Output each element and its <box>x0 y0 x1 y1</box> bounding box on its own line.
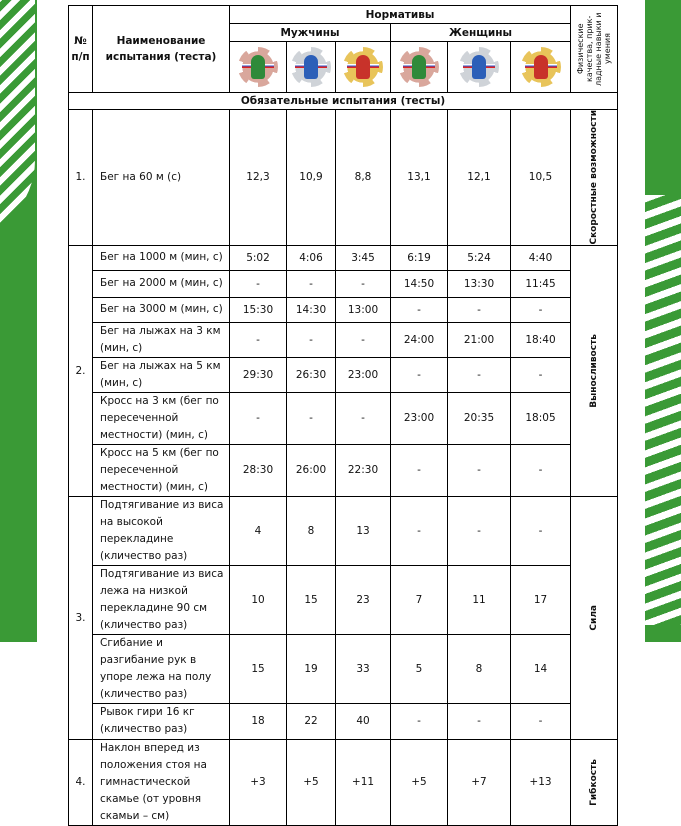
physical-quality: Сила <box>571 496 618 739</box>
men-norm-value: 19 <box>287 634 336 703</box>
men-norm-value: +11 <box>336 739 391 825</box>
table-row <box>69 565 618 634</box>
women-norm-value: - <box>391 496 448 565</box>
row-number: 3. <box>69 496 93 739</box>
women-norm-value: - <box>448 444 511 496</box>
medal-cell <box>230 42 287 93</box>
norms-header: Нормативы <box>230 6 571 24</box>
table-row <box>69 110 618 246</box>
men-norm-value: 26:30 <box>287 357 336 392</box>
men-norm-value: 3:45 <box>336 245 391 270</box>
men-norm-value: 40 <box>336 703 391 739</box>
women-norm-value: - <box>448 297 511 322</box>
women-norm-value: - <box>391 297 448 322</box>
women-norm-value: - <box>448 703 511 739</box>
women-norm-value: - <box>391 444 448 496</box>
medal-cell <box>336 42 391 93</box>
table-row <box>69 392 618 444</box>
women-norm-value: - <box>511 444 571 496</box>
men-norm-value: 29:30 <box>230 357 287 392</box>
men-norm-value: 28:30 <box>230 444 287 496</box>
test-name: Кросс на 5 км (бег по пересеченной местности) (мин, с) <box>93 444 230 496</box>
test-name: Бег на 1000 м (мин, с) <box>93 245 230 270</box>
men-norm-value: 8,8 <box>336 110 391 246</box>
women-norm-value: 21:00 <box>448 322 511 357</box>
women-norm-value: 14 <box>511 634 571 703</box>
men-norm-value: 10,9 <box>287 110 336 246</box>
test-name: Кросс на 3 км (бег по пересеченной местности) (мин, с) <box>93 392 230 444</box>
physical-quality: Выносливость <box>571 245 618 496</box>
bronze-badge-icon <box>399 47 439 87</box>
num-header: № п/п <box>69 6 93 93</box>
men-norm-value: 4:06 <box>287 245 336 270</box>
men-norm-value: 15:30 <box>230 297 287 322</box>
women-norm-value: 13,1 <box>391 110 448 246</box>
men-norm-value: - <box>336 270 391 297</box>
women-norm-value: - <box>511 496 571 565</box>
test-name: Сгибание и разгибание рук в упоре лежа на полу (кличество раз) <box>93 634 230 703</box>
men-header: Мужчины <box>230 24 391 42</box>
men-norm-value: +3 <box>230 739 287 825</box>
women-norm-value: 7 <box>391 565 448 634</box>
men-norm-value: 18 <box>230 703 287 739</box>
test-name: Бег на лыжах на 5 км (мин, с) <box>93 357 230 392</box>
women-norm-value: 5 <box>391 634 448 703</box>
men-norm-value: - <box>287 322 336 357</box>
men-norm-value: 5:02 <box>230 245 287 270</box>
women-norm-value: 8 <box>448 634 511 703</box>
men-norm-value: 14:30 <box>287 297 336 322</box>
women-header: Женщины <box>391 24 571 42</box>
table-row <box>69 444 618 496</box>
row-number: 2. <box>69 245 93 496</box>
men-norm-value: 13:00 <box>336 297 391 322</box>
women-norm-value: 24:00 <box>391 322 448 357</box>
gto-norms-table <box>68 5 618 826</box>
men-norm-value: - <box>336 392 391 444</box>
table-row <box>69 357 618 392</box>
women-norm-value: 12,1 <box>448 110 511 246</box>
men-norm-value: - <box>287 392 336 444</box>
women-norm-value: - <box>511 297 571 322</box>
test-name: Рывок гири 16 кг (кличество раз) <box>93 703 230 739</box>
women-norm-value: +5 <box>391 739 448 825</box>
women-norm-value: 13:30 <box>448 270 511 297</box>
silver-badge-icon <box>459 47 499 87</box>
medal-cell <box>448 42 511 93</box>
physical-quality: Гибкость <box>571 739 618 825</box>
silver-badge-icon <box>291 47 331 87</box>
women-norm-value: 4:40 <box>511 245 571 270</box>
women-norm-value: - <box>448 357 511 392</box>
men-norm-value: 23 <box>336 565 391 634</box>
table-row <box>69 245 618 270</box>
men-norm-value: 13 <box>336 496 391 565</box>
test-name: Бег на лыжах на 3 км (мин, с) <box>93 322 230 357</box>
gold-badge-icon <box>521 47 561 87</box>
women-norm-value: 10,5 <box>511 110 571 246</box>
men-norm-value: - <box>230 270 287 297</box>
men-norm-value: 26:00 <box>287 444 336 496</box>
women-norm-value: - <box>391 703 448 739</box>
women-norm-value: - <box>511 703 571 739</box>
right-decorative-border <box>645 0 681 642</box>
men-norm-value: - <box>287 270 336 297</box>
men-norm-value: 15 <box>287 565 336 634</box>
men-norm-value: 23:00 <box>336 357 391 392</box>
section-title: Обязательные испытания (тесты) <box>69 93 618 110</box>
table-row <box>69 322 618 357</box>
table-row <box>69 634 618 703</box>
women-norm-value: 11 <box>448 565 511 634</box>
men-norm-value: - <box>230 322 287 357</box>
table-row <box>69 703 618 739</box>
women-norm-value: 17 <box>511 565 571 634</box>
men-norm-value: 15 <box>230 634 287 703</box>
test-name: Подтягивание из виса на высокой перекладине (кличество раз) <box>93 496 230 565</box>
men-norm-value: 22 <box>287 703 336 739</box>
men-norm-value: 8 <box>287 496 336 565</box>
name-header: Наименование испытания (теста) <box>93 6 230 93</box>
women-norm-value: +7 <box>448 739 511 825</box>
men-norm-value: - <box>336 322 391 357</box>
women-norm-value: +13 <box>511 739 571 825</box>
men-norm-value: 33 <box>336 634 391 703</box>
women-norm-value: - <box>448 496 511 565</box>
women-norm-value: - <box>391 357 448 392</box>
men-norm-value: - <box>230 392 287 444</box>
men-norm-value: +5 <box>287 739 336 825</box>
women-norm-value: 18:05 <box>511 392 571 444</box>
document-page <box>37 0 645 822</box>
women-norm-value: 20:35 <box>448 392 511 444</box>
test-name: Наклон вперед из положения стоя на гимнастической скамье (от уровня скамьи – см) <box>93 739 230 825</box>
table-row <box>69 496 618 565</box>
row-number: 1. <box>69 110 93 246</box>
men-norm-value: 10 <box>230 565 287 634</box>
men-norm-value: 12,3 <box>230 110 287 246</box>
medal-cell <box>511 42 571 93</box>
men-norm-value: 4 <box>230 496 287 565</box>
test-name: Бег на 2000 м (мин, с) <box>93 270 230 297</box>
table-row <box>69 739 618 825</box>
women-norm-value: - <box>511 357 571 392</box>
women-norm-value: 11:45 <box>511 270 571 297</box>
women-norm-value: 5:24 <box>448 245 511 270</box>
row-number: 4. <box>69 739 93 825</box>
test-name: Бег на 3000 м (мин, с) <box>93 297 230 322</box>
table-row <box>69 270 618 297</box>
men-norm-value: 22:30 <box>336 444 391 496</box>
gold-badge-icon <box>343 47 383 87</box>
medal-cell <box>287 42 336 93</box>
women-norm-value: 23:00 <box>391 392 448 444</box>
quality-header: Физические качества, прик-ладные навыки и умения <box>571 6 618 93</box>
test-name: Бег на 60 м (с) <box>93 110 230 246</box>
women-norm-value: 6:19 <box>391 245 448 270</box>
test-name: Подтягивание из виса лежа на низкой перекладине 90 см (кличество раз) <box>93 565 230 634</box>
physical-quality: Скоростные возможности <box>571 110 618 246</box>
women-norm-value: 18:40 <box>511 322 571 357</box>
medal-cell <box>391 42 448 93</box>
left-decorative-border <box>0 0 37 642</box>
women-norm-value: 14:50 <box>391 270 448 297</box>
bronze-badge-icon <box>238 47 278 87</box>
table-row <box>69 297 618 322</box>
